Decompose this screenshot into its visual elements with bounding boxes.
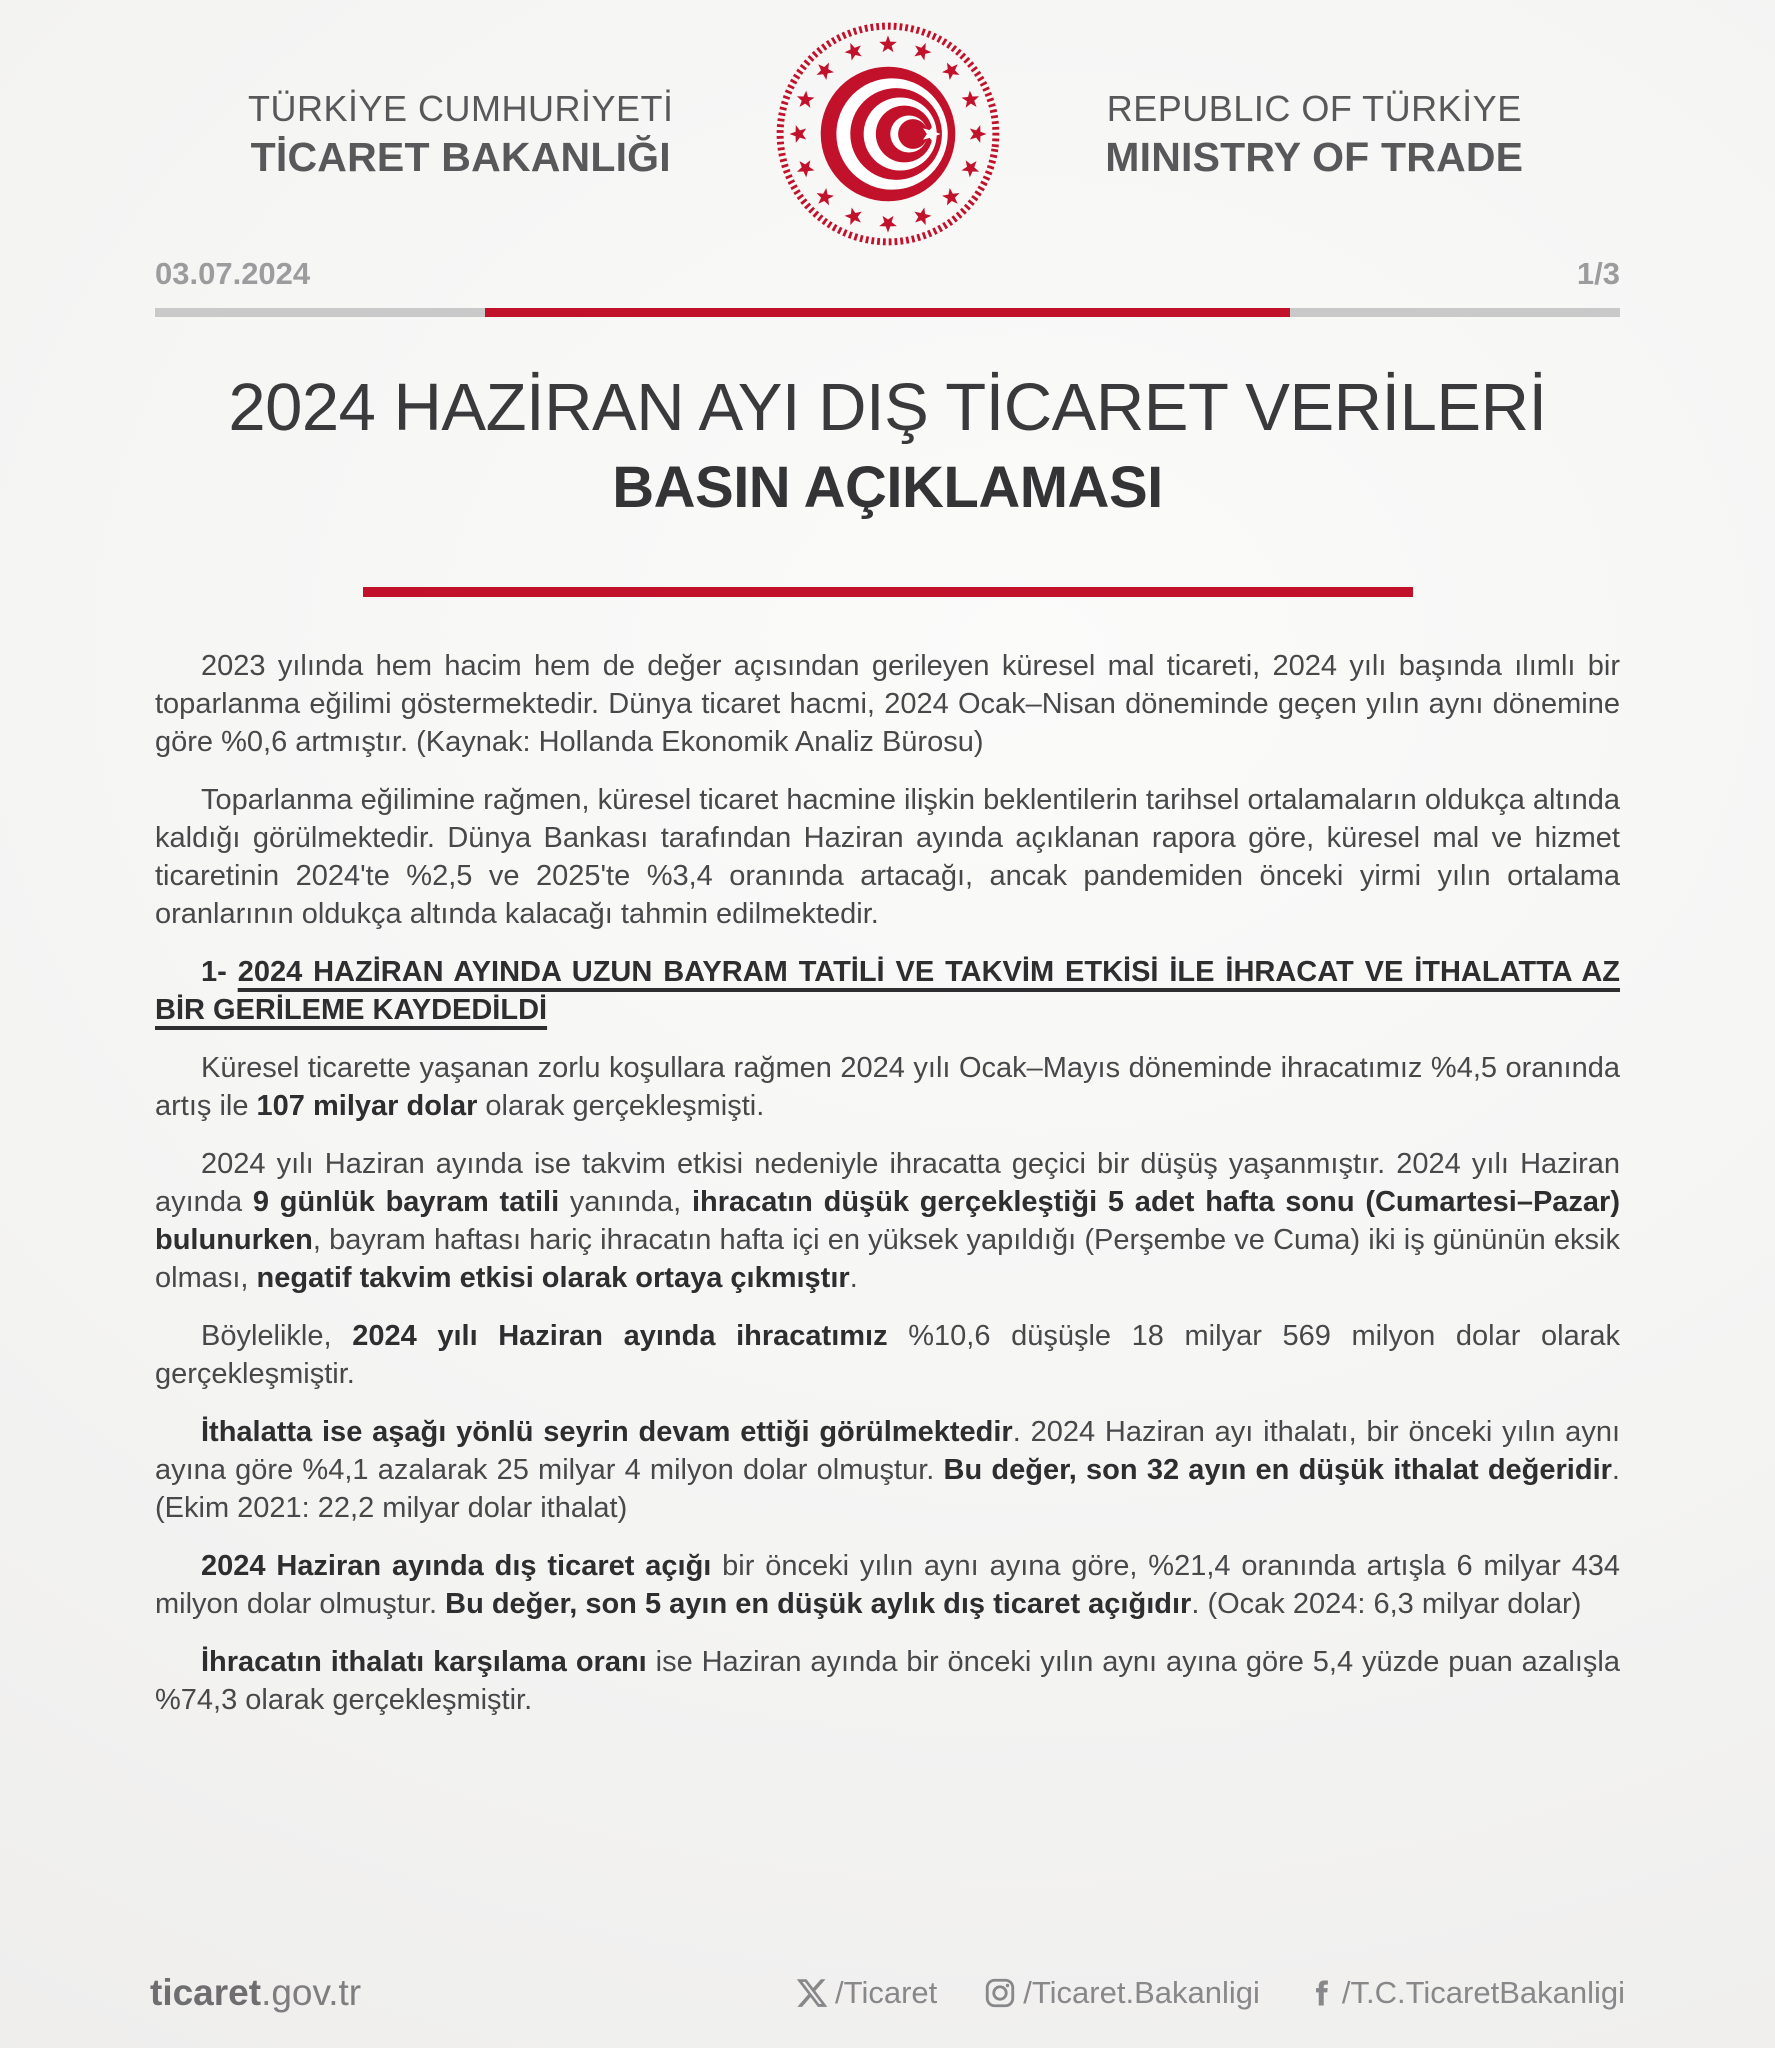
date-label: 03.07.2024 — [155, 256, 311, 291]
divider-gray-right — [1290, 308, 1620, 317]
social-facebook-link[interactable] — [1306, 1975, 1625, 2011]
x-handle: /Ticaret — [835, 1975, 938, 2010]
org-line1-tr: TÜRKİYE CUMHURİYETİ — [247, 87, 674, 129]
paragraph: Böylelikle, 2024 yılı Haziran ayında ihracatımız %10,6 düşüşle 18 milyar 569 milyon dolar olarak gerçekleşmiştir. — [155, 1320, 1620, 1390]
social-links — [795, 1975, 1625, 2011]
org-line2-tr: TİCARET BAKANLIĞI — [250, 133, 671, 180]
instagram-handle: /Ticaret.Bakanligi — [1023, 1975, 1260, 2010]
org-name-turkish — [150, 88, 772, 181]
title-line1: 2024 HAZİRAN AYI DIŞ TİCARET VERİLERİ — [228, 370, 1547, 445]
paragraph: İhracatın ithalatı karşılama oranı ise Haziran ayında bir önceki yılın aynı ayına göre 5,4 yüzde puan azalışla %74,3 olarak gerçekleşmiştir. — [155, 1646, 1620, 1716]
ministry-emblem-icon — [772, 18, 1004, 250]
x-icon — [795, 1976, 829, 2010]
header — [0, 0, 1775, 250]
facebook-handle: /T.C.TicaretBakanligi — [1341, 1975, 1625, 2010]
paragraph: Küresel ticarette yaşanan zorlu koşullara rağmen 2024 yılı Ocak–Mayıs döneminde ihracatımız %4,5 oranında artış ile 107 milyar dolar olarak gerçekleşmişti. — [155, 1052, 1620, 1122]
social-instagram-link[interactable] — [983, 1975, 1260, 2011]
article-body — [155, 647, 1620, 1719]
org-line2-en: MINISTRY OF TRADE — [1105, 133, 1524, 180]
org-name-english — [1004, 88, 1626, 181]
document-title — [0, 369, 1775, 521]
title-line2: BASIN AÇIKLAMASI — [612, 455, 1163, 520]
footer — [150, 1972, 1625, 2014]
paragraph: 2024 Haziran ayında dış ticaret açığı bir önceki yılın aynı ayına göre, %21,4 oranında artışla 6 milyar 434 milyon dolar olmuştur. Bu değer, son 5 ayın en düşük aylık dış ticaret açığıdır. (Ocak 2024: 6,3 milyar dolar) — [155, 1550, 1620, 1620]
section-heading: 1- 2024 HAZİRAN AYINDA UZUN BAYRAM TATİLİ VE TAKVİM ETKİSİ İLE İHRACAT VE İTHALATTA AZ BİR GERİLEME KAYDEDİLDİ — [155, 956, 1621, 1026]
website-bold: ticaret — [150, 1972, 262, 2013]
org-line1-en: REPUBLIC OF TÜRKİYE — [1106, 87, 1522, 129]
instagram-icon — [983, 1976, 1017, 2010]
header-divider — [155, 308, 1620, 317]
ministry-of-trade-logo — [772, 18, 1004, 250]
title-underline-rule — [363, 587, 1413, 597]
social-x-link[interactable] — [795, 1975, 937, 2011]
website-rest: .gov.tr — [261, 1972, 362, 2013]
paragraph: Toparlanma eğilimine rağmen, küresel ticaret hacmine ilişkin beklentilerin tarihsel ortalamaların oldukça altında kaldığı görülmektedir. Dünya Bankası tarafından Haziran ayında açıklanan rapora göre, küresel mal ve hizmet ticaretinin 2024'te %2,5 ve 2025'te %3,4 oranında artacağı, ancak pandemiden önceki yirmi yılın ortalama oranlarının oldukça altında kalacağı tahmin edilmektedir. — [155, 784, 1620, 930]
meta-row — [155, 256, 1620, 292]
paragraph: 2023 yılında hem hacim hem de değer açısından gerileyen küresel mal ticareti, 2024 yılı başında ılımlı bir toparlanma eğilimi göstermektedir. Dünya ticaret hacmi, 2024 Ocak–Nisan döneminde geçen yılın aynı dönemine göre %0,6 artmıştır. (Kaynak: Hollanda Ekonomik Analiz Bürosu) — [155, 650, 1620, 758]
website-link[interactable] — [150, 1972, 361, 2014]
paragraph: İthalatta ise aşağı yönlü seyrin devam ettiği görülmektedir. 2024 Haziran ayı ithalatı, bir önceki yılın aynı ayına göre %4,1 azalarak 25 milyar 4 milyon dolar olmuştur. Bu değer, son 32 ayın en düşük ithalat değeridir. (Ekim 2021: 22,2 milyar dolar ithalat) — [155, 1416, 1621, 1524]
facebook-icon — [1306, 1976, 1336, 2010]
paragraph: 2024 yılı Haziran ayında ise takvim etkisi nedeniyle ihracatta geçici bir düşüş yaşanmıştır. 2024 yılı Haziran ayında 9 günlük bayram tatili yanında, ihracatın düşük gerçekleştiği 5 adet hafta sonu (Cumartesi–Pazar) bulunurken, bayram haftası hariç ihracatın hafta içi en yüksek yapıldığı (Perşembe ve Cuma) iki iş gününün eksik olması, negatif takvim etkisi olarak ortaya çıkmıştır. — [155, 1148, 1620, 1294]
page-number: 1/3 — [1576, 256, 1620, 291]
divider-gray-left — [155, 308, 485, 317]
divider-red-center — [485, 308, 1291, 317]
